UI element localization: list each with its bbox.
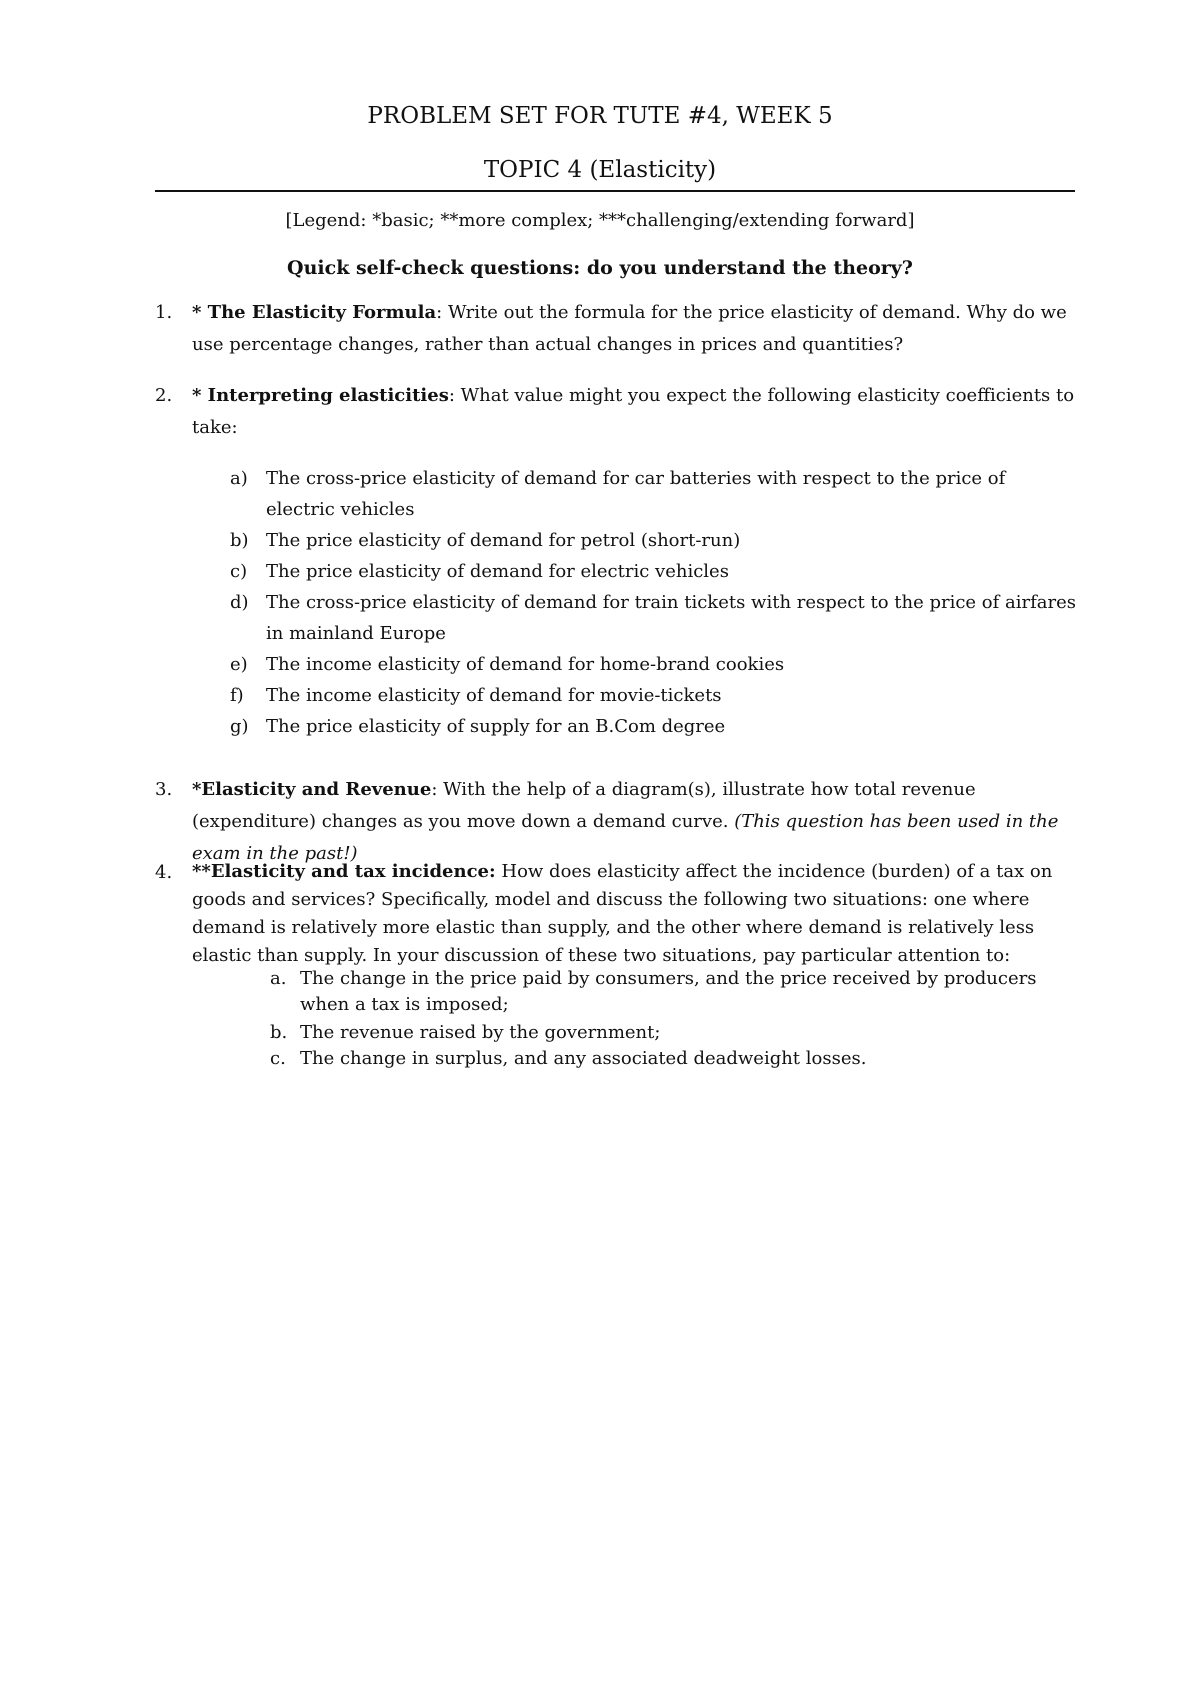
list-item: The cross-price elasticity of demand for car batteries with respect to the price of electric vehicles bbox=[266, 468, 1006, 520]
question-1 bbox=[192, 297, 1082, 361]
question-3 bbox=[192, 774, 1082, 870]
list-item-label: a. bbox=[270, 968, 287, 989]
list-item: The income elasticity of demand for movie-tickets bbox=[266, 685, 722, 706]
list-item-label: c. bbox=[270, 1048, 286, 1069]
list-item: The price elasticity of demand for petrol (short-run) bbox=[266, 530, 741, 551]
question-4 bbox=[192, 858, 1082, 970]
question-title: * The Elasticity Formula bbox=[192, 302, 437, 323]
section-heading: Quick self-check questions: do you understand the theory? bbox=[287, 257, 913, 279]
question-title: * Interpreting elasticities bbox=[192, 385, 449, 406]
topic-title: TOPIC 4 (Elasticity) bbox=[483, 157, 717, 183]
question-body: : Write out the formula for the price elasticity of demand. Why do we use percentage changes, rather than actual changes in prices and quantities? bbox=[192, 302, 1067, 355]
list-item: The income elasticity of demand for home-brand cookies bbox=[266, 654, 785, 675]
question-2 bbox=[192, 380, 1082, 444]
list-item: The price elasticity of supply for an B.Com degree bbox=[266, 716, 726, 737]
difficulty-legend: [Legend: *basic; **more complex; ***challenging/extending forward] bbox=[285, 210, 915, 231]
list-item-label: b. bbox=[270, 1022, 288, 1043]
question-number: 1. bbox=[155, 302, 173, 323]
question-body: : What value might you expect the following elasticity coefficients to take: bbox=[192, 385, 1075, 438]
list-item-label: d) bbox=[230, 592, 249, 613]
list-item: The price elasticity of demand for electric vehicles bbox=[266, 561, 729, 582]
question-title: *Elasticity and Revenue bbox=[192, 779, 432, 800]
list-item: The change in the price paid by consumers, and the price received by producers when a tax is imposed; bbox=[300, 968, 1037, 1015]
list-item-label: g) bbox=[230, 716, 249, 737]
title-divider bbox=[155, 190, 1075, 192]
list-item: The change in surplus, and any associated deadweight losses. bbox=[300, 1048, 867, 1069]
question-number: 4. bbox=[155, 862, 173, 883]
list-item-label: e) bbox=[230, 654, 248, 675]
list-item: The revenue raised by the government; bbox=[300, 1022, 661, 1043]
question-title: **Elasticity and tax incidence: bbox=[192, 861, 496, 882]
list-item-label: a) bbox=[230, 468, 248, 489]
list-item: The cross-price elasticity of demand for train tickets with respect to the price of airfares in mainland Europe bbox=[266, 592, 1076, 644]
question-body: : With the help of a diagram(s), illustrate how total revenue (expenditure) changes as you move down a demand curve. bbox=[192, 779, 976, 832]
list-item-label: f) bbox=[230, 685, 244, 706]
question-number: 3. bbox=[155, 779, 173, 800]
question-number: 2. bbox=[155, 385, 173, 406]
list-item-label: b) bbox=[230, 530, 249, 551]
question-body: How does elasticity affect the incidence (burden) of a tax on goods and services? Specifically, model and discuss the following two situations: one where demand is relatively more elastic than supply, and the other where demand is relatively less elastic than supply. In your discussion of these two situations, pay particular attention to: bbox=[192, 861, 1053, 966]
list-item-label: c) bbox=[230, 561, 248, 582]
document-title: PROBLEM SET FOR TUTE #4, WEEK 5 bbox=[367, 103, 833, 129]
exam-note: (This question has been used in the exam in the past!) bbox=[192, 811, 1059, 864]
